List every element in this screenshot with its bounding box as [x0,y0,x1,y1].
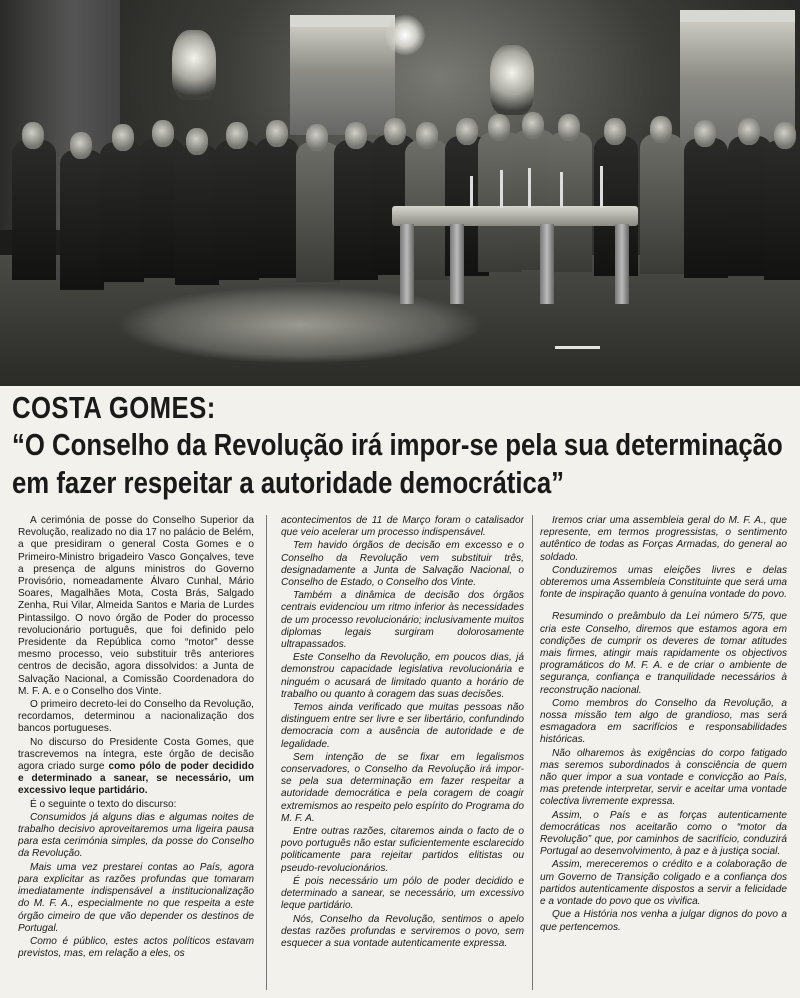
paragraph: Não olharemos às exigências do corpo fatigado mas seremos subordinados à consciência de quem não quer impor a sua vontade e convicção ao País, mas pretende interpretar, servir e aceitar uma vontade colectiva livremente expressa. [540,747,787,808]
column-divider [266,515,267,990]
ceremony-photo [0,0,800,386]
wall-sconce [490,45,534,115]
paragraph: acontecimentos de 11 de Março foram o catalisador que veio acelerar um processo indispensável. [281,515,524,539]
paragraph [18,737,254,798]
paragraph: Que a História nos venha a julgar dignos do povo a que pertencemos. [540,909,787,933]
paragraph: Assim, o País e as forças autenticamente democráticas nos aceitarão como o “motor da Revolução” que, por caminhos de sacrifício, conduzirá Portugal ao desenvolvimento, à paz e à justiça social. [540,809,787,858]
paragraph: Como membros do Conselho da Revolução, a nossa missão tem algo de grandioso, mas será esmagadora em sacrifícios e responsabilidades históricas. [540,697,787,746]
paragraph: Resumindo o preâmbulo da Lei número 5/75, que cria este Conselho, diremos que estamos agora em condições de cumprir os deveres de tomar atitudes mais firmes, atingir mais rapidamente os objectivos programáticos do M. F. A. e de criar o ambiente de segurança, confiança e tranquilidade necessários à reconstrução nacional. [540,611,787,696]
headline [12,390,783,502]
headline-name: COSTA GOMES: [12,390,216,425]
paragraph: Sem intenção de se fixar em legalismos conservadores, o Conselho da Revolução irá impor-se pela sua determinação em fazer respeitar a autoridade democrática e pela coragem de coagir extremismos ao respeito pelo espírito do Programa do M. F. A. [281,751,524,824]
paragraph: Mais uma vez prestarei contas ao País, agora para explicitar as razões profundas que tomaram imediatamente indispensável a institucionalização do M. F. A., especialmente no que respeita a este órgão cimeiro de que vão depender os destinos de Portugal. [18,861,254,934]
conference-table [392,206,638,226]
paragraph-bold-text: como pólo de poder decidido e determinado a sanear, se necessário, um excessivo leque partidário. [18,761,254,797]
paragraph: Entre outras razões, citaremos ainda o facto de o povo português não estar suficientemente esclarecido politicamente para rejeitar partidos elitistas ou pseudo-revolucionários. [281,826,524,874]
paragraph: Iremos criar uma assembleia geral do M. F. A., que represente, em termos progressistas, o sentimento autêntico de todas as Forças Armadas, do general ao soldado. [540,515,787,563]
article-column-1 [18,515,254,995]
paragraph: A cerimónia de posse do Conselho Superior da Revolução, realizado no dia 17 no palácio de Belém, a que presidiram o general Costa Gomes e o Primeiro-Ministro brigadeiro Vasco Gonçalves, teve a presença de alguns ministros do Governo Provisório, nomeadamente Álvaro Cunhal, Mário Soares, Magalhães Mota, Costa Brás, Salgado Zenha, Rui Vilar, Almeida Santos e Maria de Lurdes Pintassilgo. O novo órgão de Poder do processo revolucionário português, que foi definido pelo Presidente da República como “motor” desse mesmo processo, veio substituir três anteriores centros de decisão, agora dissolvidos: a Junta de Salvação Nacional, a Comissão Coordenadora do M. F. A. e o Conselho dos Vinte. [18,515,254,697]
paragraph: Temos ainda verificado que muitas pessoas não distinguem entre ser livre e ser libertário, confundindo democracia com a ausência de autoridade e de legalidade. [281,702,524,750]
paragraph: Conduziremos umas eleições livres e delas obteremos uma Assembleia Constituinte que será uma fonte de inspiração quanto à genuína vontade do povo. [540,564,787,601]
wall-sconce [172,30,216,100]
article-column-2 [281,515,524,995]
column-divider [532,515,533,990]
headline-quote-line1: “O Conselho da Revolução irá impor-se pela sua determinação [12,427,783,462]
paragraph: Tem havido órgãos de decisão em excesso e o Conselho da Revolução vem substituir três, designadamente a Junta de Salvação Nacional, o Conselho de Estado, o Conselho dos Vinte. [281,540,524,589]
paragraph-text: No discurso do Presidente Costa Gomes, que trascrevemos na íntegra, este órgão de decisão agora criado surge [18,736,254,773]
paragraph: É o seguinte o texto do discurso: [30,798,177,810]
paragraph: Este Conselho da Revolução, em poucos dias, já demonstrou capacidade legislativa revolucionária e ninguém o acusará de limitado quanto a horário de trabalho ou quanto à coragem das suas decisões. [281,652,524,700]
chandelier-light [385,15,425,55]
headline-quote-line2: em fazer respeitar a autoridade democrática” [12,465,564,500]
paragraph: Também a dinâmica de decisão dos órgãos centrais evidenciou um ritmo inferior às necessidades de um processo revolucionário; inclusivamente muitos diplomas legais surgiram dolorosamente ultrapassados. [281,590,524,651]
paragraph: O primeiro decreto-lei do Conselho da Revolução, recordamos, determinou a nacionalização dos bancos portugueses. [18,699,254,735]
paragraph: Assim, mereceremos o crédito e a colaboração de um Governo de Transição coligado e a confiança dos partidos autenticamente dispostos a servir a felicidade e a vontade do povo que os vivifica. [540,859,787,908]
paragraph: É pois necessário um pólo de poder decidido e determinado a sanear, se necessário, um excessivo leque partidário. [281,875,524,912]
paragraph: Nós, Conselho da Revolução, sentimos o apelo destas razões profundas e serviremos o povo, sem esquecer a sua vontade autenticamente expressa. [281,913,524,949]
curtain [290,15,395,135]
paragraph: Como é público, estes actos políticos estavam previstos, mas, em relação a eles, os [18,935,254,960]
article-column-3 [540,515,787,995]
paragraph: Consumidos já alguns dias e algumas noites de trabalho decisivo aproveitaremos uma ligeira pausa para esta cerimónia simples, da posse do Conselho da Revolução. [18,811,254,860]
